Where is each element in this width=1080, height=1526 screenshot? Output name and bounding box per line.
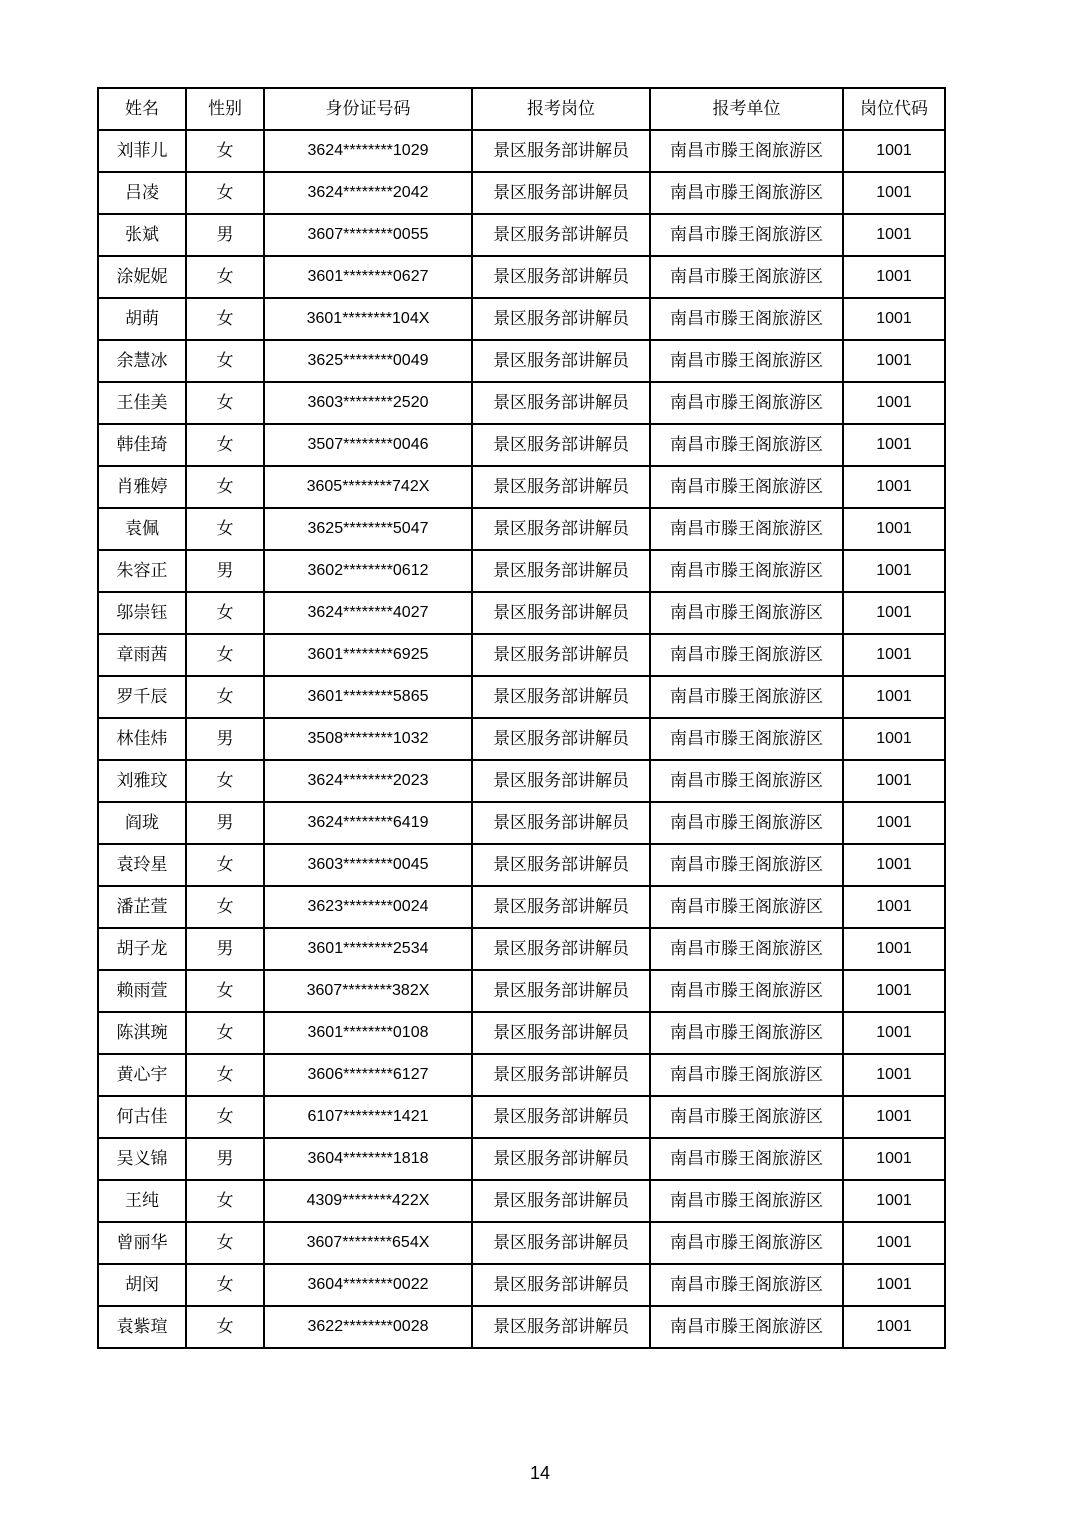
cell-name: 黄心宇 xyxy=(98,1054,186,1096)
cell-unit: 南昌市滕王阁旅游区 xyxy=(650,1096,843,1138)
cell-position: 景区服务部讲解员 xyxy=(472,508,650,550)
cell-position-code: 1001 xyxy=(843,1180,945,1222)
cell-id-number: 3625********0049 xyxy=(264,340,472,382)
cell-name: 胡闵 xyxy=(98,1264,186,1306)
cell-unit: 南昌市滕王阁旅游区 xyxy=(650,256,843,298)
header-unit: 报考单位 xyxy=(650,88,843,130)
cell-name: 韩佳琦 xyxy=(98,424,186,466)
cell-id-number: 3622********0028 xyxy=(264,1306,472,1348)
cell-id-number: 3624********6419 xyxy=(264,802,472,844)
cell-name: 朱容正 xyxy=(98,550,186,592)
cell-name: 章雨茜 xyxy=(98,634,186,676)
cell-name: 赖雨萱 xyxy=(98,970,186,1012)
cell-unit: 南昌市滕王阁旅游区 xyxy=(650,1264,843,1306)
cell-name: 潘芷萱 xyxy=(98,886,186,928)
cell-position-code: 1001 xyxy=(843,508,945,550)
cell-gender: 女 xyxy=(186,1306,264,1348)
cell-name: 邬崇钰 xyxy=(98,592,186,634)
cell-position: 景区服务部讲解员 xyxy=(472,1222,650,1264)
cell-unit: 南昌市滕王阁旅游区 xyxy=(650,172,843,214)
cell-id-number: 4309********422X xyxy=(264,1180,472,1222)
cell-position-code: 1001 xyxy=(843,214,945,256)
table-row xyxy=(98,1138,945,1180)
cell-position: 景区服务部讲解员 xyxy=(472,718,650,760)
cell-name: 刘雅玟 xyxy=(98,760,186,802)
table-row xyxy=(98,340,945,382)
table-row xyxy=(98,760,945,802)
cell-position-code: 1001 xyxy=(843,802,945,844)
applicant-table xyxy=(97,87,946,1349)
cell-unit: 南昌市滕王阁旅游区 xyxy=(650,634,843,676)
cell-unit: 南昌市滕王阁旅游区 xyxy=(650,676,843,718)
cell-position: 景区服务部讲解员 xyxy=(472,844,650,886)
cell-gender: 女 xyxy=(186,340,264,382)
table-row xyxy=(98,970,945,1012)
table-row xyxy=(98,802,945,844)
cell-name: 何古佳 xyxy=(98,1096,186,1138)
cell-name: 袁紫瑄 xyxy=(98,1306,186,1348)
cell-unit: 南昌市滕王阁旅游区 xyxy=(650,1054,843,1096)
table-row xyxy=(98,886,945,928)
cell-position-code: 1001 xyxy=(843,172,945,214)
cell-name: 吴义锦 xyxy=(98,1138,186,1180)
cell-position: 景区服务部讲解员 xyxy=(472,172,650,214)
cell-unit: 南昌市滕王阁旅游区 xyxy=(650,1138,843,1180)
cell-gender: 女 xyxy=(186,1012,264,1054)
table-row xyxy=(98,676,945,718)
cell-position: 景区服务部讲解员 xyxy=(472,382,650,424)
cell-gender: 女 xyxy=(186,382,264,424)
cell-gender: 女 xyxy=(186,634,264,676)
cell-position-code: 1001 xyxy=(843,970,945,1012)
table-row xyxy=(98,1012,945,1054)
cell-name: 胡萌 xyxy=(98,298,186,340)
cell-position-code: 1001 xyxy=(843,1306,945,1348)
table-row xyxy=(98,1096,945,1138)
page-number: 14 xyxy=(529,1463,551,1483)
cell-position-code: 1001 xyxy=(843,1222,945,1264)
header-position-code: 岗位代码 xyxy=(843,88,945,130)
cell-gender: 女 xyxy=(186,130,264,172)
cell-position: 景区服务部讲解员 xyxy=(472,1264,650,1306)
cell-position-code: 1001 xyxy=(843,1138,945,1180)
cell-unit: 南昌市滕王阁旅游区 xyxy=(650,928,843,970)
table-body xyxy=(98,130,945,1348)
cell-id-number: 3601********6925 xyxy=(264,634,472,676)
cell-position-code: 1001 xyxy=(843,1012,945,1054)
cell-id-number: 6107********1421 xyxy=(264,1096,472,1138)
cell-position: 景区服务部讲解员 xyxy=(472,298,650,340)
cell-position-code: 1001 xyxy=(843,844,945,886)
cell-gender: 男 xyxy=(186,802,264,844)
cell-position: 景区服务部讲解员 xyxy=(472,886,650,928)
cell-position: 景区服务部讲解员 xyxy=(472,340,650,382)
cell-gender: 男 xyxy=(186,214,264,256)
table-row xyxy=(98,298,945,340)
cell-position-code: 1001 xyxy=(843,382,945,424)
cell-id-number: 3601********5865 xyxy=(264,676,472,718)
table-row xyxy=(98,382,945,424)
cell-unit: 南昌市滕王阁旅游区 xyxy=(650,844,843,886)
cell-id-number: 3602********0612 xyxy=(264,550,472,592)
table-row xyxy=(98,424,945,466)
table-row xyxy=(98,466,945,508)
cell-name: 袁佩 xyxy=(98,508,186,550)
cell-position-code: 1001 xyxy=(843,928,945,970)
cell-gender: 女 xyxy=(186,466,264,508)
header-name: 姓名 xyxy=(98,88,186,130)
cell-gender: 男 xyxy=(186,718,264,760)
cell-id-number: 3604********1818 xyxy=(264,1138,472,1180)
cell-id-number: 3606********6127 xyxy=(264,1054,472,1096)
cell-id-number: 3603********0045 xyxy=(264,844,472,886)
cell-gender: 女 xyxy=(186,1222,264,1264)
cell-unit: 南昌市滕王阁旅游区 xyxy=(650,1222,843,1264)
cell-gender: 女 xyxy=(186,298,264,340)
cell-position-code: 1001 xyxy=(843,130,945,172)
cell-unit: 南昌市滕王阁旅游区 xyxy=(650,508,843,550)
cell-gender: 女 xyxy=(186,970,264,1012)
cell-unit: 南昌市滕王阁旅游区 xyxy=(650,550,843,592)
cell-name: 张斌 xyxy=(98,214,186,256)
cell-gender: 女 xyxy=(186,1180,264,1222)
cell-name: 刘菲儿 xyxy=(98,130,186,172)
cell-position: 景区服务部讲解员 xyxy=(472,130,650,172)
cell-id-number: 3624********2042 xyxy=(264,172,472,214)
cell-unit: 南昌市滕王阁旅游区 xyxy=(650,424,843,466)
cell-position: 景区服务部讲解员 xyxy=(472,1138,650,1180)
cell-name: 涂妮妮 xyxy=(98,256,186,298)
cell-position: 景区服务部讲解员 xyxy=(472,550,650,592)
header-gender: 性别 xyxy=(186,88,264,130)
table-row xyxy=(98,1054,945,1096)
cell-position: 景区服务部讲解员 xyxy=(472,214,650,256)
cell-id-number: 3603********2520 xyxy=(264,382,472,424)
cell-gender: 女 xyxy=(186,1264,264,1306)
cell-position: 景区服务部讲解员 xyxy=(472,970,650,1012)
cell-gender: 男 xyxy=(186,928,264,970)
cell-gender: 女 xyxy=(186,676,264,718)
table-header-row xyxy=(98,88,945,130)
cell-position-code: 1001 xyxy=(843,256,945,298)
cell-gender: 女 xyxy=(186,886,264,928)
cell-position-code: 1001 xyxy=(843,340,945,382)
cell-gender: 女 xyxy=(186,1054,264,1096)
table-row xyxy=(98,844,945,886)
table-row xyxy=(98,1264,945,1306)
cell-name: 肖雅婷 xyxy=(98,466,186,508)
cell-gender: 女 xyxy=(186,172,264,214)
cell-name: 陈淇琬 xyxy=(98,1012,186,1054)
cell-id-number: 3601********0108 xyxy=(264,1012,472,1054)
cell-position-code: 1001 xyxy=(843,298,945,340)
cell-position: 景区服务部讲解员 xyxy=(472,676,650,718)
table-row xyxy=(98,1180,945,1222)
cell-position-code: 1001 xyxy=(843,424,945,466)
cell-unit: 南昌市滕王阁旅游区 xyxy=(650,886,843,928)
cell-gender: 女 xyxy=(186,508,264,550)
cell-id-number: 3601********104X xyxy=(264,298,472,340)
cell-id-number: 3623********0024 xyxy=(264,886,472,928)
cell-position: 景区服务部讲解员 xyxy=(472,1096,650,1138)
cell-id-number: 3605********742X xyxy=(264,466,472,508)
cell-name: 林佳炜 xyxy=(98,718,186,760)
cell-id-number: 3607********0055 xyxy=(264,214,472,256)
cell-position-code: 1001 xyxy=(843,1096,945,1138)
cell-position: 景区服务部讲解员 xyxy=(472,592,650,634)
cell-position-code: 1001 xyxy=(843,1264,945,1306)
cell-position-code: 1001 xyxy=(843,634,945,676)
cell-position: 景区服务部讲解员 xyxy=(472,1306,650,1348)
cell-position-code: 1001 xyxy=(843,550,945,592)
cell-id-number: 3624********4027 xyxy=(264,592,472,634)
cell-name: 吕凌 xyxy=(98,172,186,214)
cell-gender: 男 xyxy=(186,1138,264,1180)
cell-gender: 女 xyxy=(186,1096,264,1138)
cell-gender: 女 xyxy=(186,424,264,466)
cell-position-code: 1001 xyxy=(843,466,945,508)
table-row xyxy=(98,1222,945,1264)
cell-position: 景区服务部讲解员 xyxy=(472,802,650,844)
cell-name: 王纯 xyxy=(98,1180,186,1222)
cell-gender: 男 xyxy=(186,550,264,592)
cell-unit: 南昌市滕王阁旅游区 xyxy=(650,298,843,340)
cell-id-number: 3607********654X xyxy=(264,1222,472,1264)
cell-name: 胡子龙 xyxy=(98,928,186,970)
table-row xyxy=(98,928,945,970)
cell-gender: 女 xyxy=(186,256,264,298)
cell-name: 王佳美 xyxy=(98,382,186,424)
cell-id-number: 3601********0627 xyxy=(264,256,472,298)
cell-id-number: 3607********382X xyxy=(264,970,472,1012)
cell-id-number: 3601********2534 xyxy=(264,928,472,970)
table-row xyxy=(98,172,945,214)
table-row xyxy=(98,256,945,298)
cell-unit: 南昌市滕王阁旅游区 xyxy=(650,760,843,802)
cell-unit: 南昌市滕王阁旅游区 xyxy=(650,130,843,172)
cell-unit: 南昌市滕王阁旅游区 xyxy=(650,1012,843,1054)
table-row xyxy=(98,214,945,256)
table-row xyxy=(98,130,945,172)
cell-gender: 女 xyxy=(186,592,264,634)
cell-unit: 南昌市滕王阁旅游区 xyxy=(650,1306,843,1348)
cell-position: 景区服务部讲解员 xyxy=(472,760,650,802)
table-row xyxy=(98,634,945,676)
cell-name: 罗千辰 xyxy=(98,676,186,718)
cell-position-code: 1001 xyxy=(843,760,945,802)
cell-position-code: 1001 xyxy=(843,886,945,928)
cell-gender: 女 xyxy=(186,844,264,886)
table-row xyxy=(98,592,945,634)
header-position: 报考岗位 xyxy=(472,88,650,130)
cell-unit: 南昌市滕王阁旅游区 xyxy=(650,802,843,844)
cell-position-code: 1001 xyxy=(843,718,945,760)
cell-position: 景区服务部讲解员 xyxy=(472,424,650,466)
cell-position-code: 1001 xyxy=(843,1054,945,1096)
cell-unit: 南昌市滕王阁旅游区 xyxy=(650,592,843,634)
table-row xyxy=(98,550,945,592)
cell-position: 景区服务部讲解员 xyxy=(472,466,650,508)
cell-position: 景区服务部讲解员 xyxy=(472,634,650,676)
cell-id-number: 3624********2023 xyxy=(264,760,472,802)
cell-unit: 南昌市滕王阁旅游区 xyxy=(650,466,843,508)
table-row xyxy=(98,508,945,550)
cell-id-number: 3507********0046 xyxy=(264,424,472,466)
cell-name: 余慧冰 xyxy=(98,340,186,382)
cell-position-code: 1001 xyxy=(843,592,945,634)
cell-position: 景区服务部讲解员 xyxy=(472,928,650,970)
cell-unit: 南昌市滕王阁旅游区 xyxy=(650,718,843,760)
cell-name: 阎珑 xyxy=(98,802,186,844)
cell-position-code: 1001 xyxy=(843,676,945,718)
cell-unit: 南昌市滕王阁旅游区 xyxy=(650,340,843,382)
cell-id-number: 3508********1032 xyxy=(264,718,472,760)
cell-position: 景区服务部讲解员 xyxy=(472,1180,650,1222)
cell-id-number: 3624********1029 xyxy=(264,130,472,172)
cell-unit: 南昌市滕王阁旅游区 xyxy=(650,214,843,256)
cell-name: 曾丽华 xyxy=(98,1222,186,1264)
cell-position: 景区服务部讲解员 xyxy=(472,1054,650,1096)
cell-id-number: 3625********5047 xyxy=(264,508,472,550)
header-id-number: 身份证号码 xyxy=(264,88,472,130)
cell-unit: 南昌市滕王阁旅游区 xyxy=(650,382,843,424)
cell-unit: 南昌市滕王阁旅游区 xyxy=(650,970,843,1012)
cell-position: 景区服务部讲解员 xyxy=(472,1012,650,1054)
cell-id-number: 3604********0022 xyxy=(264,1264,472,1306)
cell-gender: 女 xyxy=(186,760,264,802)
table-row xyxy=(98,1306,945,1348)
cell-name: 袁玲星 xyxy=(98,844,186,886)
cell-unit: 南昌市滕王阁旅游区 xyxy=(650,1180,843,1222)
cell-position: 景区服务部讲解员 xyxy=(472,256,650,298)
table-row xyxy=(98,718,945,760)
